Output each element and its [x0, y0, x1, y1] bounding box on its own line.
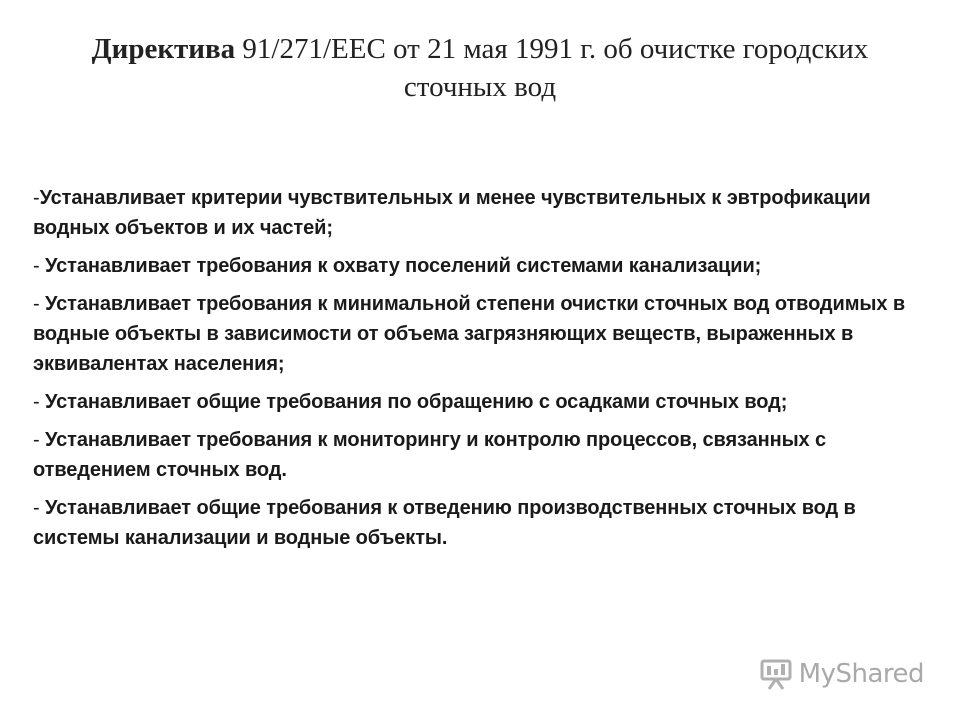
list-item — [33, 493, 938, 553]
item-dash: - — [33, 391, 46, 413]
list-item — [33, 183, 938, 243]
item-text: Устанавливает требования к охвату поселений системами канализации; — [45, 255, 762, 277]
item-text: Устанавливает критерии чувствительных и менее чувствительных к эвтрофикации водных объектов и их частей; — [33, 187, 871, 239]
requirements-list — [33, 183, 938, 561]
item-text: Устанавливает требования к мониторингу и контролю процессов, связанных с отведением сточных вод. — [33, 429, 827, 481]
title-line-2: сточных вод — [403, 71, 557, 103]
title-rest: 91/271/EEC от 21 мая 1991 г. об очистке городских — [235, 33, 869, 65]
item-dash: - — [33, 187, 40, 209]
list-item — [33, 289, 938, 379]
item-text: Устанавливает общие требования к отведению производственных сточных вод в системы канализации и водные объекты. — [33, 497, 856, 549]
item-dash: - — [33, 255, 46, 277]
list-item — [33, 425, 938, 485]
item-text: Устанавливает общие требования по обращению с осадками сточных вод; — [45, 391, 788, 413]
title-bold-word: Директива — [91, 33, 236, 65]
presentation-board-icon — [759, 657, 793, 691]
list-item — [33, 387, 938, 417]
watermark-text: MyShared — [798, 659, 924, 689]
item-dash: - — [33, 293, 46, 315]
item-dash: - — [33, 429, 46, 451]
slide-title — [40, 30, 920, 106]
myshared-watermark — [759, 654, 924, 694]
item-dash: - — [33, 497, 46, 519]
item-text: Устанавливает требования к минимальной степени очистки сточных вод отводимых в водные объекты в зависимости от объема загрязняющих веществ, выраженных в эквивалентах населения; — [33, 293, 906, 375]
list-item — [33, 251, 938, 281]
